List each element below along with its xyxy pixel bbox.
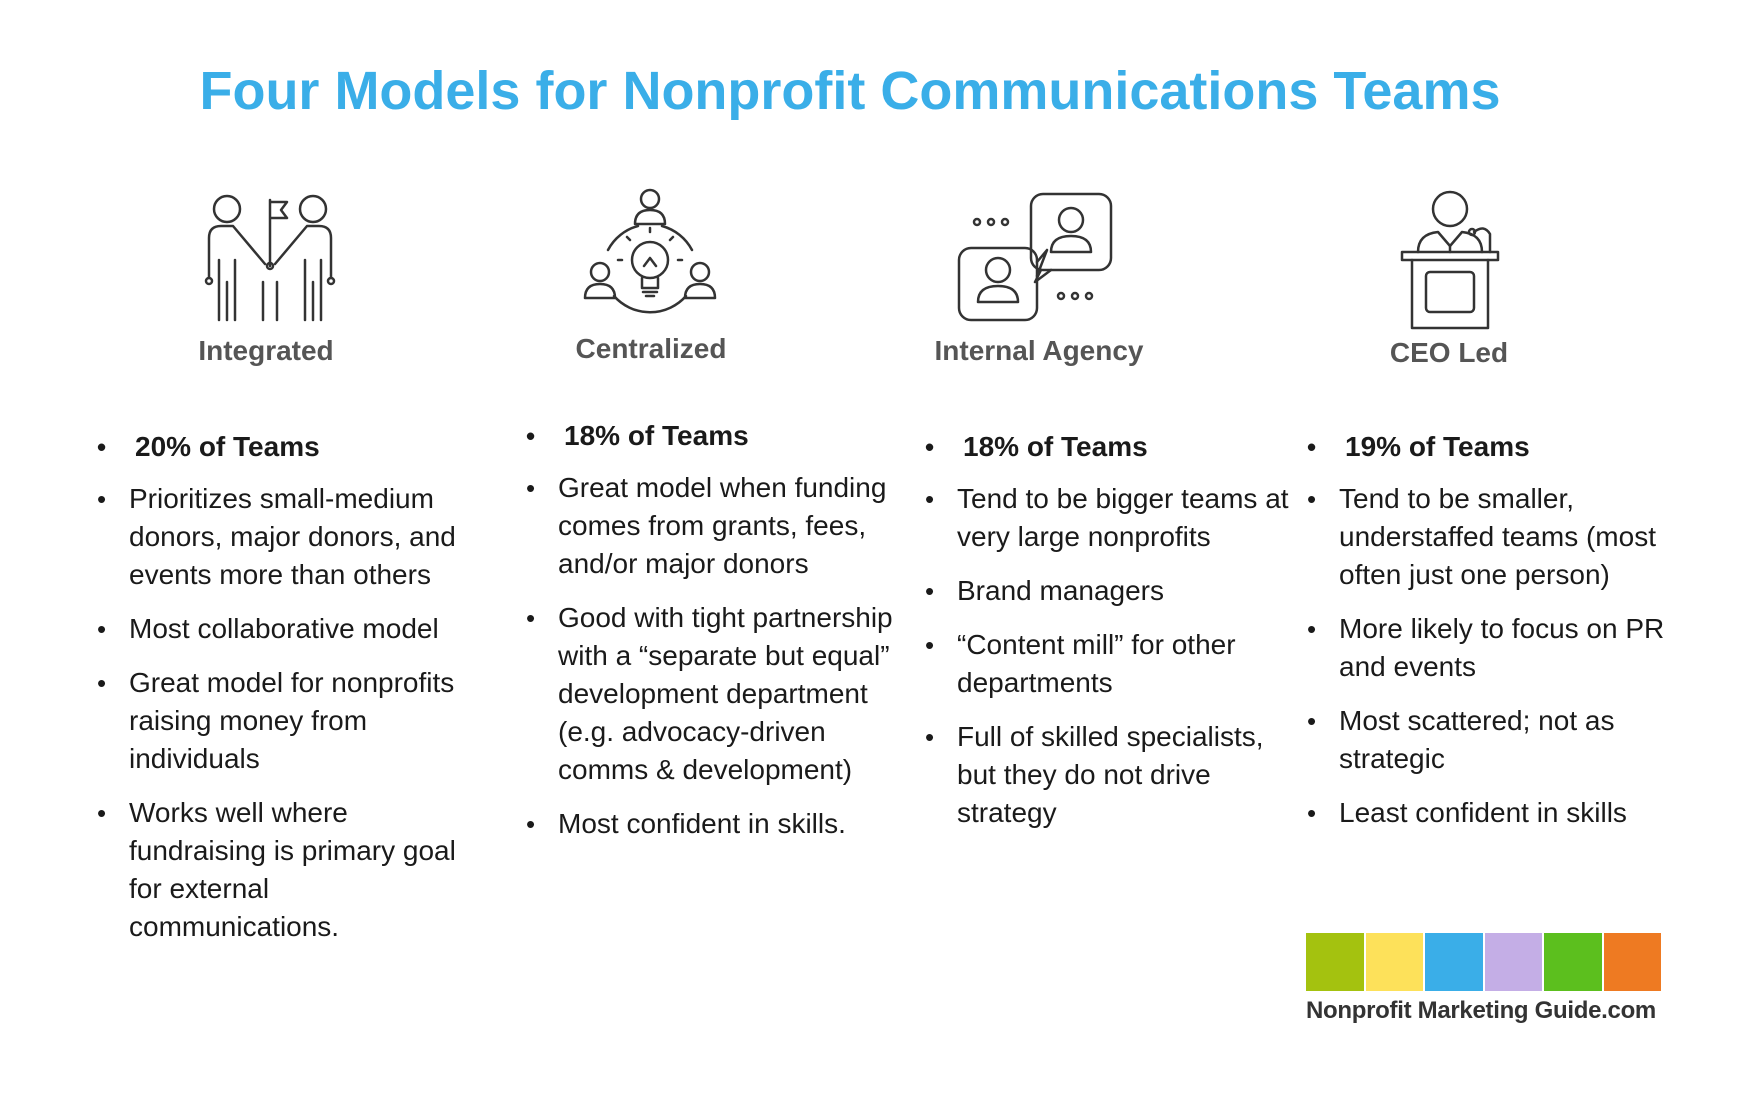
list-item: • Prioritizes small-medium donors, major donors, and events more than others xyxy=(97,480,467,594)
model-label-internal-agency: Internal Agency xyxy=(934,335,1144,366)
model-list-integrated xyxy=(97,428,467,962)
logo-color-blocks xyxy=(1306,933,1661,991)
list-item: • Most scattered; not as strategic xyxy=(1307,702,1667,778)
list-item: • “Content mill” for other departments xyxy=(925,626,1300,702)
people-around-lightbulb-icon xyxy=(580,188,720,318)
list-item: • Tend to be bigger teams at very large nonprofits xyxy=(925,480,1300,556)
list-item xyxy=(925,428,1300,466)
team-share: 20% of Teams xyxy=(135,431,320,462)
list-item: • Full of skilled specialists, but they do not drive strategy xyxy=(925,718,1300,832)
team-share: 19% of Teams xyxy=(1345,431,1530,462)
speaker-podium-icon xyxy=(1400,190,1500,330)
logo-block xyxy=(1425,933,1483,991)
chat-bubbles-people-icon xyxy=(955,190,1115,325)
team-share: 18% of Teams xyxy=(564,420,749,451)
list-item: • Great model for nonprofits raising money from individuals xyxy=(97,664,467,778)
list-item: • Brand managers xyxy=(925,572,1300,610)
two-people-flag-icon xyxy=(195,190,345,325)
page-title: Four Models for Nonprofit Communications Teams xyxy=(199,61,1501,121)
logo-block xyxy=(1544,933,1602,991)
list-item: • Most confident in skills. xyxy=(526,805,906,843)
list-item: • Least confident in skills xyxy=(1307,794,1667,832)
list-item: • Works well where fundraising is primary goal for external communications. xyxy=(97,794,467,946)
logo-block xyxy=(1485,933,1543,991)
logo-block xyxy=(1366,933,1424,991)
list-item: • Tend to be smaller, understaffed teams (most often just one person) xyxy=(1307,480,1667,594)
logo-text: Nonprofit Marketing Guide.com xyxy=(1306,997,1656,1024)
model-label-ceo-led: CEO Led xyxy=(1389,337,1509,368)
model-label-centralized: Centralized xyxy=(575,333,727,364)
list-item xyxy=(1307,428,1667,466)
team-share: 18% of Teams xyxy=(963,431,1148,462)
list-item: • More likely to focus on PR and events xyxy=(1307,610,1667,686)
logo-block xyxy=(1604,933,1662,991)
list-item xyxy=(526,417,906,455)
list-item: • Most collaborative model xyxy=(97,610,467,648)
logo-block xyxy=(1306,933,1364,991)
list-item: • Great model when funding comes from grants, fees, and/or major donors xyxy=(526,469,906,583)
list-item xyxy=(97,428,467,466)
model-label-integrated: Integrated xyxy=(198,335,334,366)
model-list-centralized xyxy=(526,417,906,859)
brand-logo xyxy=(1306,933,1661,1025)
model-list-ceo-led xyxy=(1307,428,1667,848)
model-list-internal-agency xyxy=(925,428,1300,848)
list-item: • Good with tight partnership with a “separate but equal” development department (e.g. advocacy-driven comms & development) xyxy=(526,599,906,789)
